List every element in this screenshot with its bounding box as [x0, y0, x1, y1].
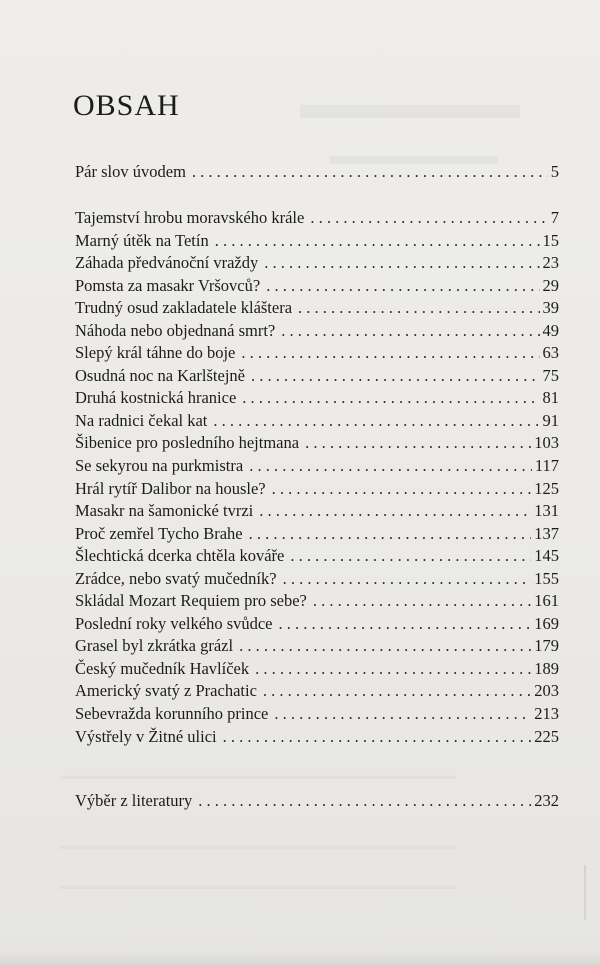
- toc-entry-page: 7: [550, 208, 559, 227]
- toc-entry-page: 103: [534, 433, 559, 453]
- toc-entry-page: 63: [542, 343, 559, 363]
- dot-leader: [279, 613, 532, 635]
- toc-entry-title: Náhoda nebo objednaná smrt?: [75, 320, 276, 340]
- toc-entry: [75, 387, 559, 410]
- toc-entry-page: 189: [534, 658, 559, 678]
- toc-entry-page: 137: [534, 523, 559, 543]
- toc-entry: [75, 590, 559, 613]
- toc-entry-title: Výstřely v Žitné ulici: [75, 726, 217, 746]
- toc-intro-section: [75, 161, 559, 184]
- page-edge-mark: [584, 865, 586, 920]
- toc-entry-title: Tajemství hrobu moravského krále: [75, 208, 305, 227]
- toc-entry-title: Výběr z literatury: [75, 791, 193, 810]
- toc-entry-page: 91: [542, 410, 559, 430]
- page-title: OBSAH: [73, 89, 180, 122]
- dot-leader: [310, 207, 547, 229]
- toc-entry-title: Český mučedník Havlíček: [75, 658, 250, 678]
- toc-entry-page: 145: [534, 546, 559, 566]
- toc-entry-page: 39: [542, 298, 559, 318]
- bleed-through-text: ▬▬▬▬▬▬▬▬▬▬▬▬▬▬▬▬▬▬▬▬▬▬▬▬▬▬▬▬▬▬▬▬▬▬▬▬: [60, 880, 456, 892]
- toc-entry: [75, 410, 559, 433]
- toc-entry-page: 125: [534, 478, 559, 498]
- toc-entry: [75, 252, 559, 275]
- toc-entry: [75, 523, 559, 546]
- toc-entry-page: 15: [542, 230, 559, 250]
- toc-entry-title: Sebevražda korunního prince: [75, 704, 269, 724]
- toc-entry-title: Poslední roky velkého svůdce: [75, 613, 273, 633]
- toc-entry-title: Proč zemřel Tycho Brahe: [75, 523, 243, 543]
- bleed-through-text: ▬▬▬▬▬▬: [330, 140, 498, 171]
- dot-leader: [249, 523, 532, 545]
- toc-entry-page: 75: [542, 365, 559, 385]
- toc-entry: [75, 703, 559, 726]
- toc-entry-page: 5: [550, 162, 559, 181]
- toc-entry-title: Se sekyrou na purkmistra: [75, 456, 244, 476]
- dot-leader: [241, 342, 539, 364]
- toc-chapter-list: [75, 207, 559, 748]
- toc-entry: [75, 432, 559, 455]
- dot-leader: [283, 568, 532, 590]
- toc-entry: [75, 207, 559, 230]
- dot-leader: [215, 230, 540, 252]
- toc-entry-title: Americký svatý z Prachatic: [75, 681, 257, 701]
- toc-entry-title: Skládal Mozart Requiem pro sebe?: [75, 591, 307, 611]
- bleed-through-text: ▬▬▬▬▬▬▬▬▬▬▬▬▬▬▬▬▬▬▬▬▬▬▬▬▬▬▬▬▬▬▬▬▬▬▬▬: [60, 840, 456, 852]
- toc-entry: [75, 342, 559, 365]
- toc-entry: [75, 726, 559, 749]
- toc-entry: [75, 790, 559, 813]
- dot-leader: [281, 320, 539, 342]
- toc-entry-title: Pomsta za masakr Vršovců?: [75, 275, 261, 295]
- toc-entry-title: Marný útěk na Tetín: [75, 230, 209, 250]
- toc-entry-page: 23: [542, 253, 559, 273]
- toc-entry-title: Druhá kostnická hranice: [75, 388, 237, 408]
- dot-leader: [266, 275, 539, 297]
- toc-entry-page: 161: [534, 591, 559, 611]
- toc-entry: [75, 613, 559, 636]
- toc-entry-page: 155: [534, 568, 559, 588]
- toc-entry-title: Masakr na šamonické tvrzi: [75, 501, 254, 521]
- toc-entry: [75, 297, 559, 320]
- toc-entry: [75, 455, 559, 478]
- toc-entry: [75, 320, 559, 343]
- toc-literature-section: [75, 790, 559, 813]
- dot-leader: [263, 680, 531, 702]
- toc-entry-title: Šibenice pro posledního hejtmana: [75, 433, 300, 453]
- toc-entry: [75, 635, 559, 658]
- toc-entry: [75, 545, 559, 568]
- dot-leader: [251, 365, 540, 387]
- dot-leader: [290, 545, 531, 567]
- dot-leader: [264, 252, 539, 274]
- dot-leader: [198, 790, 531, 812]
- toc-entry: [75, 365, 559, 388]
- dot-leader: [213, 410, 539, 432]
- toc-entry-page: 169: [534, 613, 559, 633]
- dot-leader: [249, 455, 532, 477]
- toc-entry: [75, 478, 559, 501]
- toc-entry: [75, 568, 559, 591]
- toc-entry-page: 117: [534, 456, 559, 476]
- toc-entry: [75, 658, 559, 681]
- dot-leader: [305, 432, 531, 454]
- toc-entry: [75, 230, 559, 253]
- dot-leader: [259, 500, 531, 522]
- toc-entry-title: Pár slov úvodem: [75, 162, 186, 181]
- toc-entry-page: 29: [542, 275, 559, 295]
- toc-entry-title: Trudný osud zakladatele kláštera: [75, 298, 293, 318]
- dot-leader: [274, 703, 531, 725]
- dot-leader: [242, 387, 539, 409]
- toc-entry-title: Zrádce, nebo svatý mučedník?: [75, 568, 277, 588]
- toc-entry-page: 49: [542, 320, 559, 340]
- toc-entry-title: Slepý král táhne do boje: [75, 343, 236, 363]
- dot-leader: [223, 726, 532, 748]
- toc-entry-page: 225: [534, 726, 559, 746]
- toc-entry-page: 232: [534, 791, 559, 810]
- toc-entry-page: 203: [534, 681, 559, 701]
- toc-entry-page: 213: [534, 704, 559, 724]
- toc-entry: [75, 500, 559, 523]
- dot-leader: [313, 590, 531, 612]
- dot-leader: [239, 635, 531, 657]
- toc-entry: [75, 161, 559, 184]
- toc-entry-title: Hrál rytíř Dalibor na housle?: [75, 478, 266, 498]
- toc-entry-title: Záhada předvánoční vraždy: [75, 253, 259, 273]
- toc-entry: [75, 680, 559, 703]
- toc-entry-title: Osudná noc na Karlštejně: [75, 365, 245, 385]
- bleed-through-text: ▬▬▬▬▬▬▬▬▬▬▬▬▬▬▬▬▬▬▬▬▬▬▬▬▬▬▬▬▬▬▬▬▬▬▬▬: [60, 770, 456, 782]
- toc-entry-page: 81: [542, 388, 559, 408]
- toc-entry-title: Na radnici čekal kat: [75, 410, 208, 430]
- toc-entry-title: Grasel byl zkrátka grázl: [75, 636, 234, 656]
- page-shadow: [0, 951, 600, 965]
- toc-entry-page: 179: [534, 636, 559, 656]
- bleed-through-text: ▬▬▬▬▬: [300, 79, 520, 128]
- dot-leader: [298, 297, 539, 319]
- toc-entry-page: 131: [534, 501, 559, 521]
- dot-leader: [255, 658, 531, 680]
- toc-entry: [75, 275, 559, 298]
- toc-entry-title: Šlechtická dcerka chtěla kováře: [75, 546, 285, 566]
- dot-leader: [272, 478, 532, 500]
- dot-leader: [192, 161, 548, 183]
